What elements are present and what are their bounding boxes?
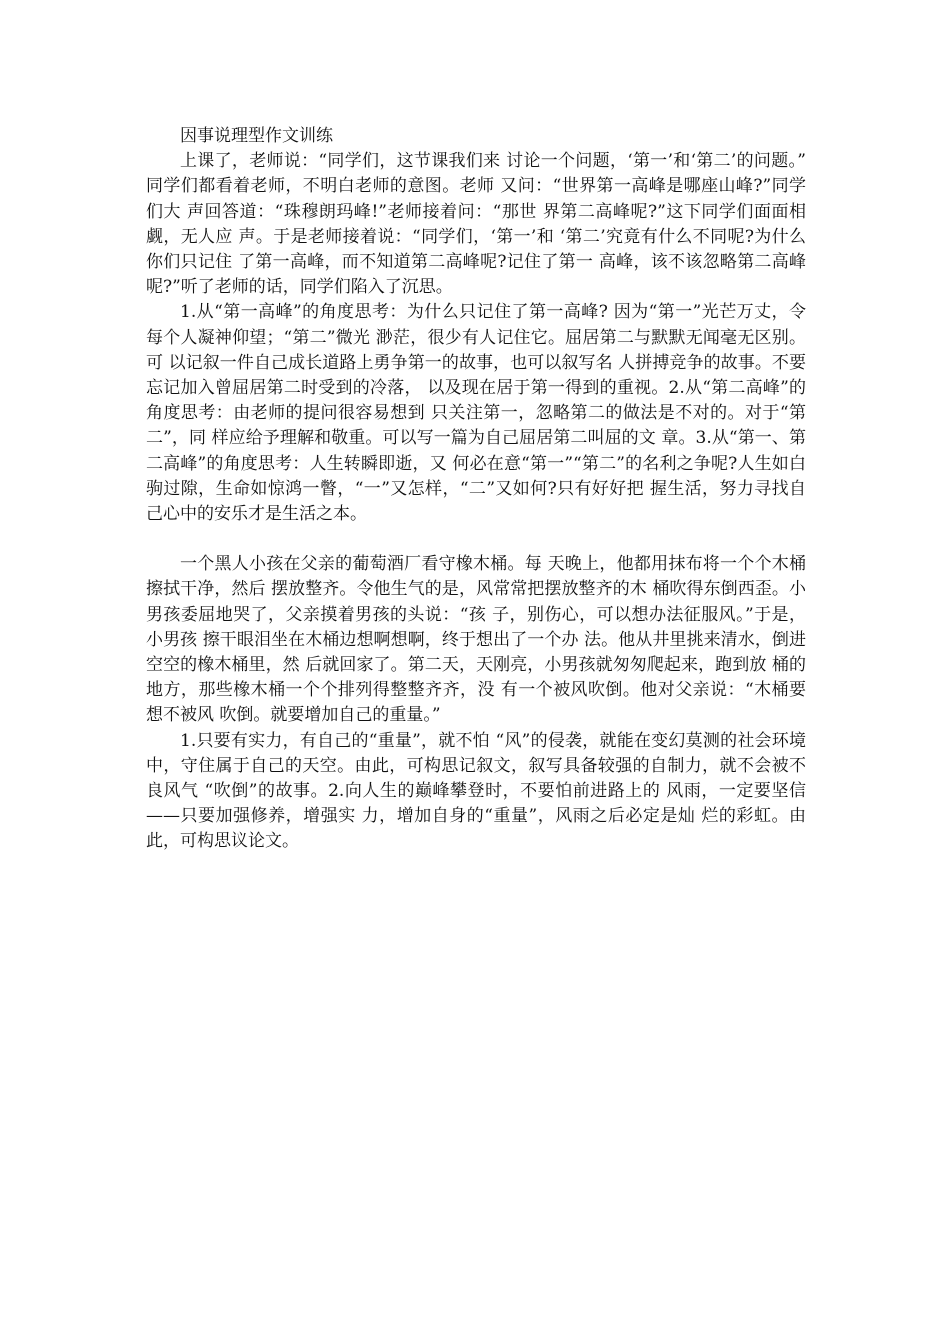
document-body — [146, 124, 806, 855]
section-divider — [146, 527, 806, 552]
section2-story: 一个黑人小孩在父亲的葡萄酒厂看守橡木桶。每 天晚上，他都用抹布将一个个木桶擦拭干净，然后 摆放整齐。令他生气的是，风常常把摆放整齐的木 桶吹得东倒西歪。小男孩委屈地哭了，父亲摸着男孩的头说：“孩 子，别伤心，可以想办法征服风。”于是，小男孩 擦干眼泪坐在木桶边想啊想啊，终于想出了一个办 法。他从井里挑来清水，倒进空空的橡木桶里，然 后就回家了。第二天，天刚亮，小男孩就匆匆爬起来，跑到放 桶的地方，那些橡木桶一个个排列得整整齐齐，没 有一个被风吹倒。他对父亲说：“木桶要想不被风 吹倒。就要增加自己的重量。” — [146, 554, 806, 726]
section1-story: 上课了，老师说：“同学们，这节课我们来 讨论一个问题，‘第一’和‘第二’的问题。” 同学们都看着老师，不明白老师的意图。老师 又问：“世界第一高峰是哪座山峰?”同学们大 声回答道：“珠穆朗玛峰!”老师接着问：“那世 界第二高峰呢?”这下同学们面面相觑，无人应 声。于是老师接着说：“同学们，‘第一’和 ‘第二’究竟有什么不同呢?为什么你们只记住 了第一高峰，而不知道第二高峰呢?记住了第一 高峰，该不该忽略第二高峰呢?”听了老师的话，同学们陷入了沉思。 — [146, 151, 806, 298]
section2-analysis: 1.只要有实力，有自己的“重量”，就不怕 “风”的侵袭，就能在变幻莫测的社会环境中，守住属于自己的天空。由此，可构思记叙文，叙写具备较强的自制力，就不会被不良风气 “吹倒”的故事。2.向人生的巅峰攀登时，不要怕前进路上的 风雨，一定要坚信——只要加强修养，增强实 力，增加自身的“重量”，风雨之后必定是灿 烂的彩虹。由此，可构思议论文。 — [146, 730, 806, 852]
document-title: 因事说理型作文训练 — [180, 126, 333, 146]
section1-analysis: 1.从“第一高峰”的角度思考：为什么只记住了第一高峰? 因为“第一”光芒万丈，令每个人凝神仰望；“第二”微光 渺茫，很少有人记住它。屈居第二与默默无闻毫无区别。可 以记叙一件自己成长道路上勇争第一的故事，也可以叙写名 人拼搏竞争的故事。不要忘记加入曾屈居第二时受到的冷落， 以及现在居于第一得到的重视。2.从“第二高峰”的角度思考：由老师的提问很容易想到 只关注第一，忽略第二的做法是不对的。对于“第二”，同 样应给予理解和敬重。可以写一篇为自己屈居第二叫屈的文 章。3.从“第一、第二高峰”的角度思考：人生转瞬即逝，又 何必在意“第一”“第二”的名利之争呢?人生如白驹过隙，生命如惊鸿一瞥，“一”又怎样，“二”又如何?只有好好把 握生活，努力寻找自己心中的安乐才是生活之本。 — [146, 302, 806, 525]
